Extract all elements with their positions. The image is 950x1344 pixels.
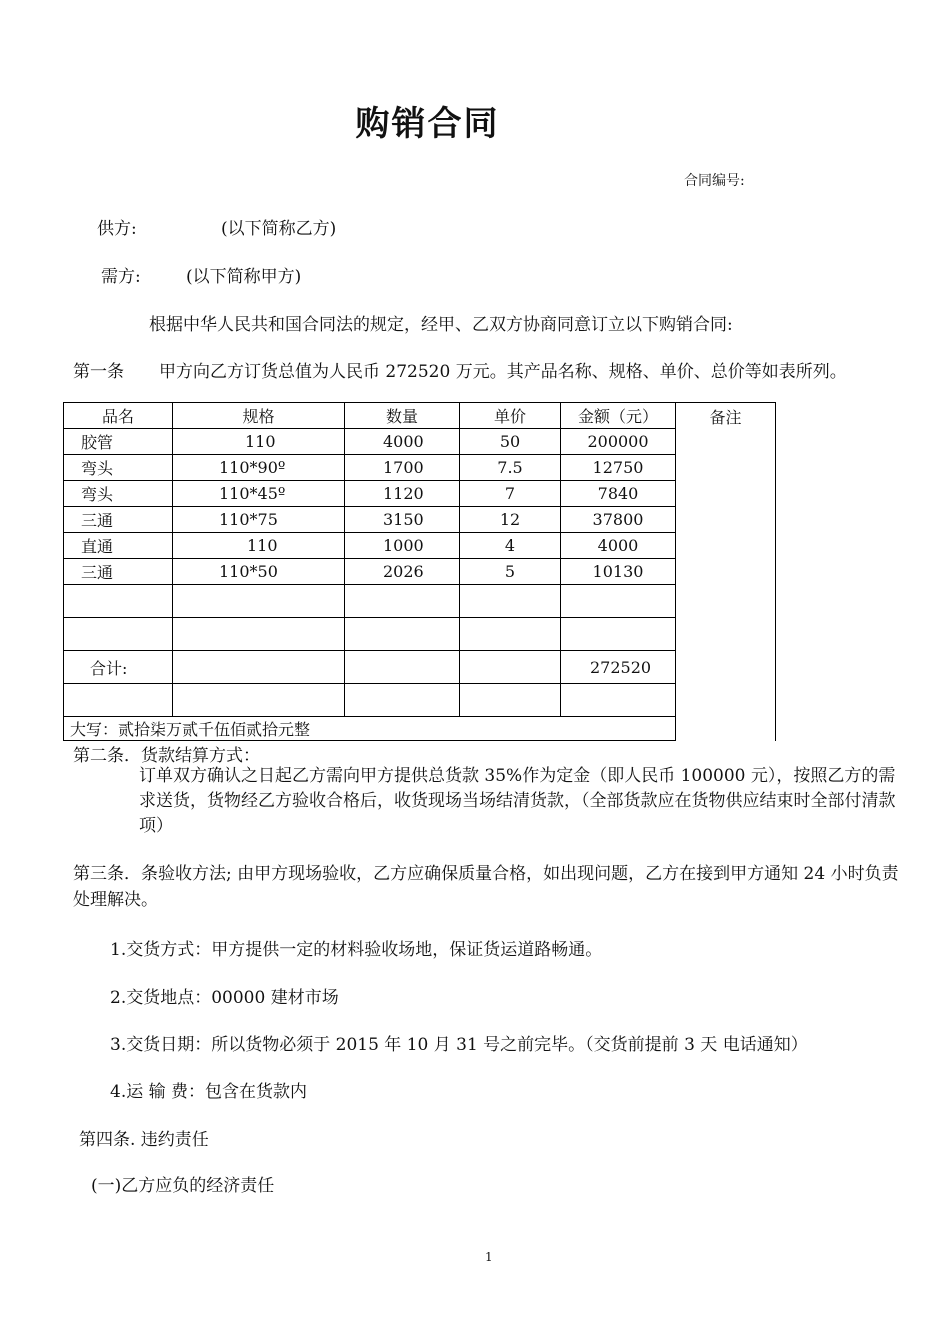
delivery-date: 3.交货日期：所以货物必须于 2015 年 10 月 31 号之前完毕。（交货前提前 3 天 电话通知） (110, 1035, 808, 1055)
cell-spec: 110*50 (173, 559, 345, 585)
cell-price: 4 (460, 533, 561, 559)
cell-amount: 37800 (561, 507, 676, 533)
table-row (64, 533, 776, 559)
goods-table (63, 402, 776, 741)
article-2-title: 第二条．货款结算方式： (73, 746, 260, 766)
total-value: 272520 (561, 651, 676, 684)
cell-price: 5 (460, 559, 561, 585)
cell-amount: 12750 (561, 455, 676, 481)
empty-cell (64, 585, 173, 618)
cell-amount: 10130 (561, 559, 676, 585)
header-cell: 备注 (709, 408, 742, 427)
empty-cell (561, 585, 676, 618)
header-cell: 数量 (345, 403, 460, 429)
table-total-row (64, 651, 776, 684)
cell-spec: 110*90º (173, 455, 345, 481)
table-header-row (64, 403, 776, 429)
article-3-text: 第三条．条验收方法; 由甲方现场验收，乙方应确保质量合格，如出现问题，乙方在接到甲方通知 24 小时负责处理解决。 (73, 864, 899, 910)
table-uppercase-row (64, 717, 776, 741)
cell-spec: 110*75 (173, 507, 345, 533)
header-cell: 品名 (64, 403, 173, 429)
amount-in-words: 大写：贰拾柒万贰千伍佰贰拾元整 (64, 717, 676, 741)
intro-paragraph: 根据中华人民共和国合同法的规定，经甲、乙双方协商同意订立以下购销合同: (149, 315, 733, 335)
empty-cell (64, 684, 173, 717)
cell-price: 12 (460, 507, 561, 533)
cell-price: 7.5 (460, 455, 561, 481)
section-party-b-liability: (一)乙方应负的经济责任 (91, 1176, 275, 1196)
table-row (64, 559, 776, 585)
cell-name: 直通 (64, 533, 173, 559)
table-empty-row (64, 684, 776, 717)
cell-name: 弯头 (64, 481, 173, 507)
empty-cell (345, 585, 460, 618)
page-title: 购销合同 (355, 104, 500, 144)
delivery-method: 1.交货方式：甲方提供一定的材料验收场地，保证货运道路畅通。 (110, 940, 603, 960)
transport-fee: 4.运 输 费：包含在货款内 (110, 1082, 308, 1102)
table-empty-row (64, 585, 776, 618)
empty-cell (561, 684, 676, 717)
empty-cell (561, 618, 676, 651)
empty-cell (173, 651, 345, 684)
buyer-label: 需方: (101, 267, 141, 287)
empty-cell (460, 651, 561, 684)
cell-amount: 7840 (561, 481, 676, 507)
cell-name: 弯头 (64, 455, 173, 481)
cell-qty: 4000 (345, 429, 460, 455)
empty-cell (173, 585, 345, 618)
empty-cell (345, 651, 460, 684)
cell-name: 三通 (64, 507, 173, 533)
empty-cell (345, 618, 460, 651)
article-2-text: 订单双方确认之日起乙方需向甲方提供总货款 35%作为定金（即人民币 100000 元），按照乙方的需求送货，货物经乙方验收合格后，收货现场当场结清货款，（全部货款应在货物供应结束时全部付清款项） (139, 766, 896, 836)
cell-qty: 1120 (345, 481, 460, 507)
page-number: 1 (485, 1250, 493, 1264)
empty-cell (460, 618, 561, 651)
table-row (64, 481, 776, 507)
table-row (64, 429, 776, 455)
cell-amount: 200000 (561, 429, 676, 455)
article-1-text: 甲方向乙方订货总值为人民币 272520 万元。其产品名称、规格、单价、总价等如表所列。 (159, 362, 847, 382)
cell-qty: 3150 (345, 507, 460, 533)
empty-cell (460, 585, 561, 618)
total-label: 合计: (64, 651, 173, 684)
cell-name: 三通 (64, 559, 173, 585)
cell-spec: 110 (173, 533, 345, 559)
empty-cell (64, 618, 173, 651)
cell-name: 胶管 (64, 429, 173, 455)
supplier-label: 供方: (97, 219, 137, 239)
cell-amount: 4000 (561, 533, 676, 559)
cell-qty: 2026 (345, 559, 460, 585)
article-4-title: 第四条. 违约责任 (79, 1130, 209, 1150)
cell-spec: 110*45º (173, 481, 345, 507)
cell-qty: 1000 (345, 533, 460, 559)
contract-number-label: 合同编号: (684, 173, 745, 189)
article-1-label: 第一条 (73, 362, 124, 382)
remarks-column (676, 403, 776, 741)
cell-price: 7 (460, 481, 561, 507)
buyer-note: (以下简称甲方) (186, 267, 302, 287)
empty-cell (460, 684, 561, 717)
empty-cell (173, 618, 345, 651)
header-cell: 规格 (173, 403, 345, 429)
header-cell: 单价 (460, 403, 561, 429)
cell-qty: 1700 (345, 455, 460, 481)
cell-spec: 110 (173, 429, 345, 455)
header-cell: 金额（元） (561, 403, 676, 429)
empty-cell (345, 684, 460, 717)
table-row (64, 507, 776, 533)
table-row (64, 455, 776, 481)
cell-price: 50 (460, 429, 561, 455)
supplier-note: (以下简称乙方) (221, 219, 337, 239)
empty-cell (173, 684, 345, 717)
delivery-location: 2.交货地点：00000 建材市场 (110, 988, 339, 1008)
table-empty-row (64, 618, 776, 651)
